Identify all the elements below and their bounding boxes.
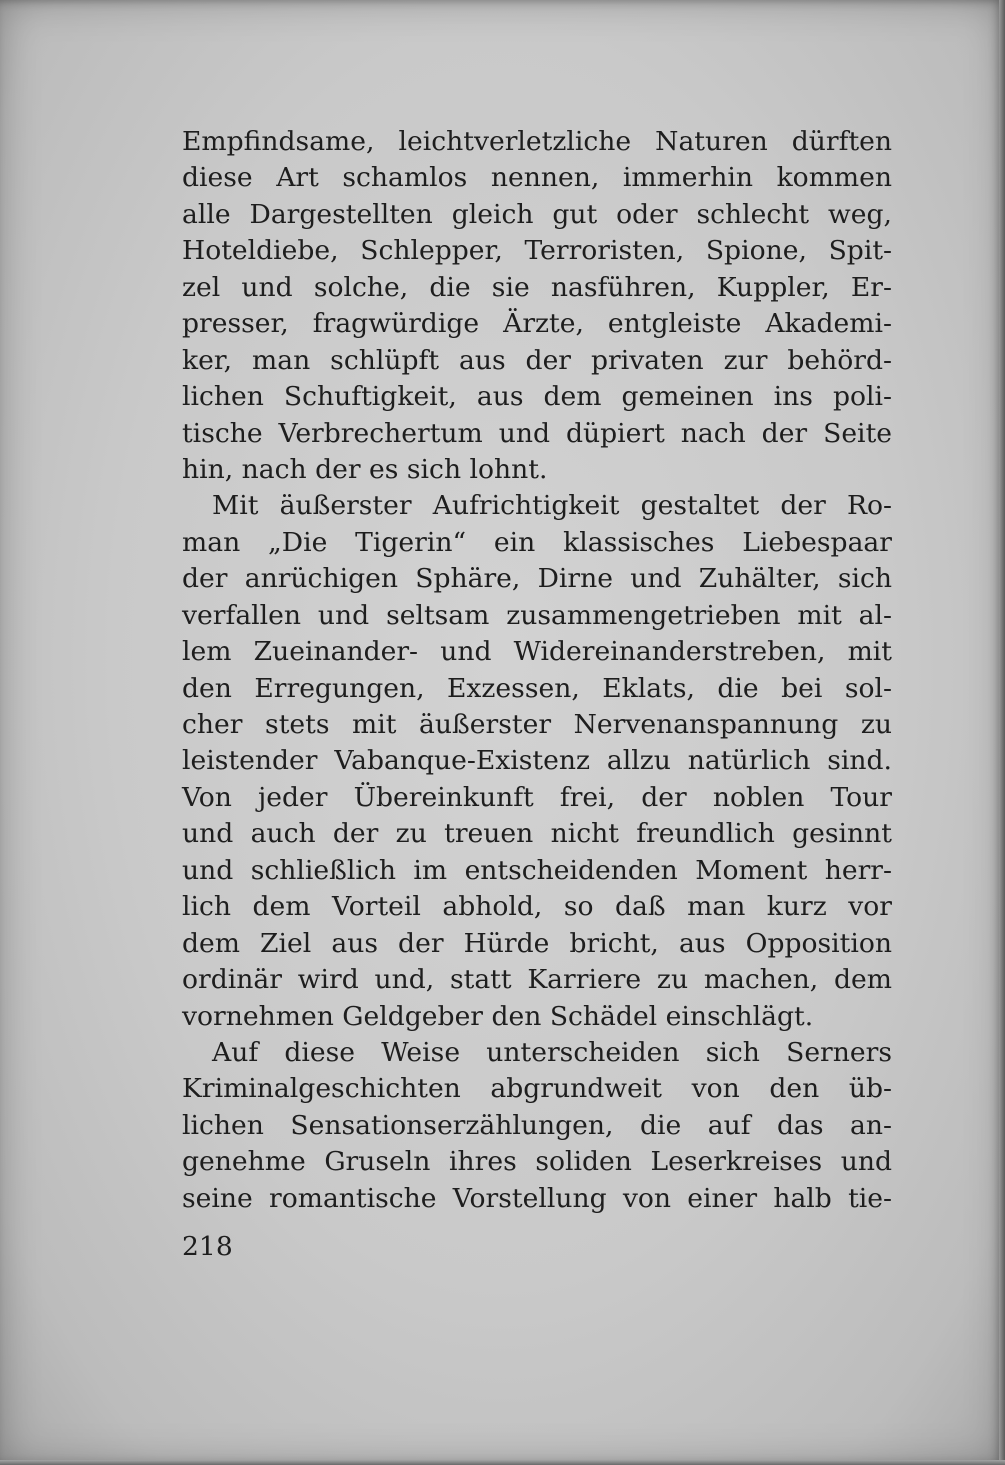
text-line: lichen Schuftigkeit, aus dem gemeinen ins poli-	[182, 381, 892, 413]
page-number: 218	[182, 1231, 233, 1262]
text-line: und schließlich im entscheidenden Moment herr-	[182, 854, 892, 886]
page-edge-right	[999, 0, 1005, 1465]
text-line: lich dem Vorteil abhold, so daß man kurz vor	[182, 891, 892, 923]
text-line: lichen Sensationserzählungen, die auf das an-	[182, 1109, 892, 1141]
text-line: zel und solche, die sie nasführen, Kuppler, Er-	[182, 271, 892, 303]
body-text	[182, 124, 892, 1217]
text-line: Hoteldiebe, Schlepper, Terroristen, Spione, Spit-	[182, 235, 892, 267]
text-line: ordinär wird und, statt Karriere zu machen, dem	[182, 964, 892, 996]
text-line: man „Die Tigerin“ ein klassisches Liebespaar	[182, 526, 892, 558]
paragraph-2	[182, 488, 892, 1035]
text-line: dem Ziel aus der Hürde bricht, aus Opposition	[182, 927, 892, 959]
text-line: diese Art schamlos nennen, immerhin kommen	[182, 162, 892, 194]
text-line: alle Dargestellten gleich gut oder schlecht weg,	[182, 198, 892, 230]
text-line: verfallen und seltsam zusammengetrieben mit al-	[182, 599, 892, 631]
text-line: leistender Vabanque-Existenz allzu natürlich sind.	[182, 745, 892, 777]
text-line: presser, fragwürdige Ärzte, entgleiste Akademi-	[182, 308, 892, 340]
text-line: den Erregungen, Exzessen, Eklats, die bei sol-	[182, 672, 892, 704]
paragraph-1	[182, 124, 892, 488]
paragraph-3	[182, 1035, 892, 1217]
text-line: Auf diese Weise unterscheiden sich Serners	[212, 1036, 892, 1068]
text-line: seine romantische Vorstellung von einer halb tie-	[182, 1182, 892, 1214]
text-line: cher stets mit äußerster Nervenanspannung zu	[182, 709, 892, 740]
text-line: vornehmen Geldgeber den Schädel einschlägt.	[182, 1000, 814, 1032]
text-line: tische Verbrechertum und düpiert nach der Seite	[182, 417, 892, 449]
text-line: und auch der zu treuen nicht freundlich gesinnt	[182, 818, 892, 850]
page-edge-bottom	[0, 1460, 1005, 1465]
text-line: Von jeder Übereinkunft frei, der noblen Tour	[182, 781, 892, 813]
text-line: Kriminalgeschichten abgrundweit von den üb-	[182, 1073, 892, 1105]
text-line: der anrüchigen Sphäre, Dirne und Zuhälter, sich	[182, 563, 892, 595]
text-line: lem Zueinander- und Widereinanderstreben, mit	[182, 636, 892, 668]
text-line: ker, man schlüpft aus der privaten zur behörd-	[182, 344, 892, 376]
text-line: hin, nach der es sich lohnt.	[182, 453, 548, 485]
text-line: Mit äußerster Aufrichtigkeit gestaltet der Ro-	[212, 490, 892, 522]
text-line: genehme Gruseln ihres soliden Leserkreises und	[182, 1146, 892, 1178]
text-line: Empfindsame, leichtverletzliche Naturen dürften	[182, 126, 892, 157]
